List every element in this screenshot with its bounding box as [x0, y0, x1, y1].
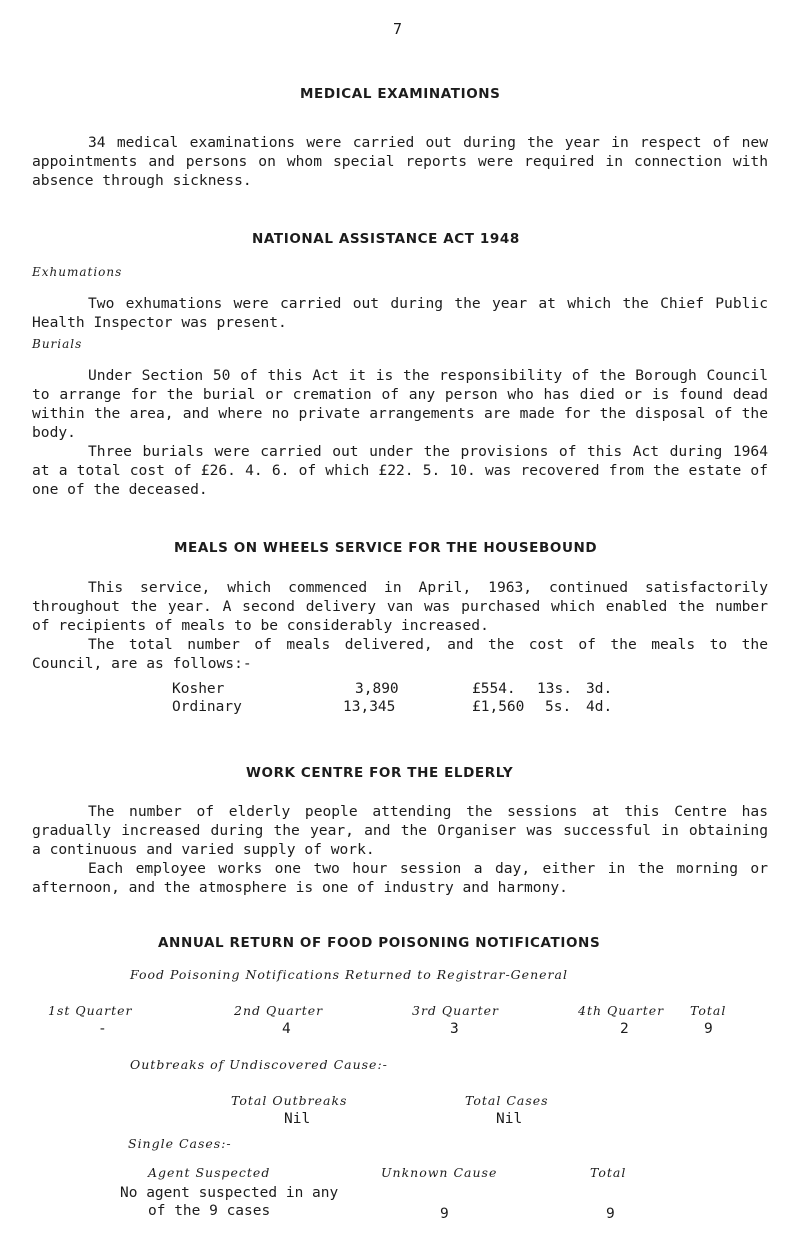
page-number: 7: [393, 20, 403, 38]
quarter-value: 2: [620, 1021, 629, 1037]
meal-cost-pence: 3d.: [586, 681, 613, 697]
meal-cost-pounds: £1,560: [472, 699, 525, 715]
work-centre-paragraph-2: Each employee works one two hour session a day, either in the morning or afternoon, and the atmosphere is one of industry and harmony.: [32, 860, 768, 896]
quarter-value: -: [98, 1021, 107, 1037]
single-cases-label: Single Cases:-: [128, 1136, 232, 1151]
outbreaks-value: Nil: [496, 1111, 523, 1127]
outbreaks-header: Total Outbreaks: [231, 1093, 348, 1108]
quarter-header: 3rd Quarter: [412, 1003, 500, 1018]
outbreaks-header: Total Cases: [465, 1093, 549, 1108]
single-total-value: 9: [606, 1206, 615, 1222]
exhumations-subheading: Exhumations: [32, 265, 123, 279]
work-centre-paragraph-1: The number of elderly people attending the sessions at this Centre has gradually increased during the year, and the Organiser was successful in obtaining a continuous and varied supply of work.: [32, 803, 768, 858]
quarter-header: Total: [690, 1003, 727, 1018]
work-centre-heading: WORK CENTRE FOR THE ELDERLY: [246, 765, 514, 781]
quarter-header: 4th Quarter: [578, 1003, 665, 1018]
burials-paragraph-2: Three burials were carried out under the provisions of this Act during 1964 at a total cost of £26. 4. 6. of which £22. 5. 10. was recovered from the estate of one of the deceased.: [32, 443, 768, 498]
single-cases-header: Unknown Cause: [381, 1165, 498, 1180]
national-assistance-heading: NATIONAL ASSISTANCE ACT 1948: [252, 231, 520, 247]
burials-paragraph-1: Under Section 50 of this Act it is the responsibility of the Borough Council to arrange for the burial or cremation of any person who has died or is found dead within the area, and where no private arrangements are made for the disposal of the body.: [32, 367, 768, 441]
agent-suspected-value: of the 9 cases: [148, 1203, 271, 1219]
food-poisoning-heading: ANNUAL RETURN OF FOOD POISONING NOTIFICATIONS: [158, 935, 601, 951]
medical-examinations-paragraph: 34 medical examinations were carried out during the year in respect of new appointments and persons on whom special reports were required in connection with absence through sickness.: [32, 134, 768, 189]
meals-on-wheels-heading: MEALS ON WHEELS SERVICE FOR THE HOUSEBOUND: [174, 540, 598, 556]
outbreaks-value: Nil: [284, 1111, 311, 1127]
single-cases-header: Agent Suspected: [148, 1165, 271, 1180]
unknown-cause-value: 9: [440, 1206, 449, 1222]
meal-type: Kosher: [172, 681, 225, 697]
quarter-value: 4: [282, 1021, 291, 1037]
single-cases-header: Total: [590, 1165, 627, 1180]
quarter-value: 3: [450, 1021, 459, 1037]
quarter-value: 9: [704, 1021, 713, 1037]
meal-count: 13,345: [343, 699, 396, 715]
quarter-header: 2nd Quarter: [234, 1003, 324, 1018]
notifications-subtitle: Food Poisoning Notifications Returned to Registrar-General: [130, 967, 568, 982]
outbreaks-label: Outbreaks of Undiscovered Cause:-: [130, 1057, 388, 1072]
meal-cost-shillings: 13s.: [537, 681, 572, 697]
burials-subheading: Burials: [32, 337, 83, 351]
meal-type: Ordinary: [172, 699, 242, 715]
meal-cost-pounds: £554.: [472, 681, 516, 697]
medical-examinations-heading: MEDICAL EXAMINATIONS: [300, 86, 501, 102]
meal-count: 3,890: [355, 681, 399, 697]
quarter-header: 1st Quarter: [48, 1003, 133, 1018]
agent-suspected-value: No agent suspected in any: [120, 1185, 339, 1201]
meal-cost-shillings: 5s.: [545, 699, 572, 715]
exhumations-paragraph: Two exhumations were carried out during the year at which the Chief Public Health Inspector was present.: [32, 295, 768, 331]
meals-paragraph-2: The total number of meals delivered, and the cost of the meals to the Council, are as follows:-: [32, 636, 768, 672]
meals-paragraph-1: This service, which commenced in April, 1963, continued satisfactorily throughout the year. A second delivery van was purchased which enabled the number of recipients of meals to be considerably increased.: [32, 579, 768, 634]
meal-cost-pence: 4d.: [586, 699, 613, 715]
